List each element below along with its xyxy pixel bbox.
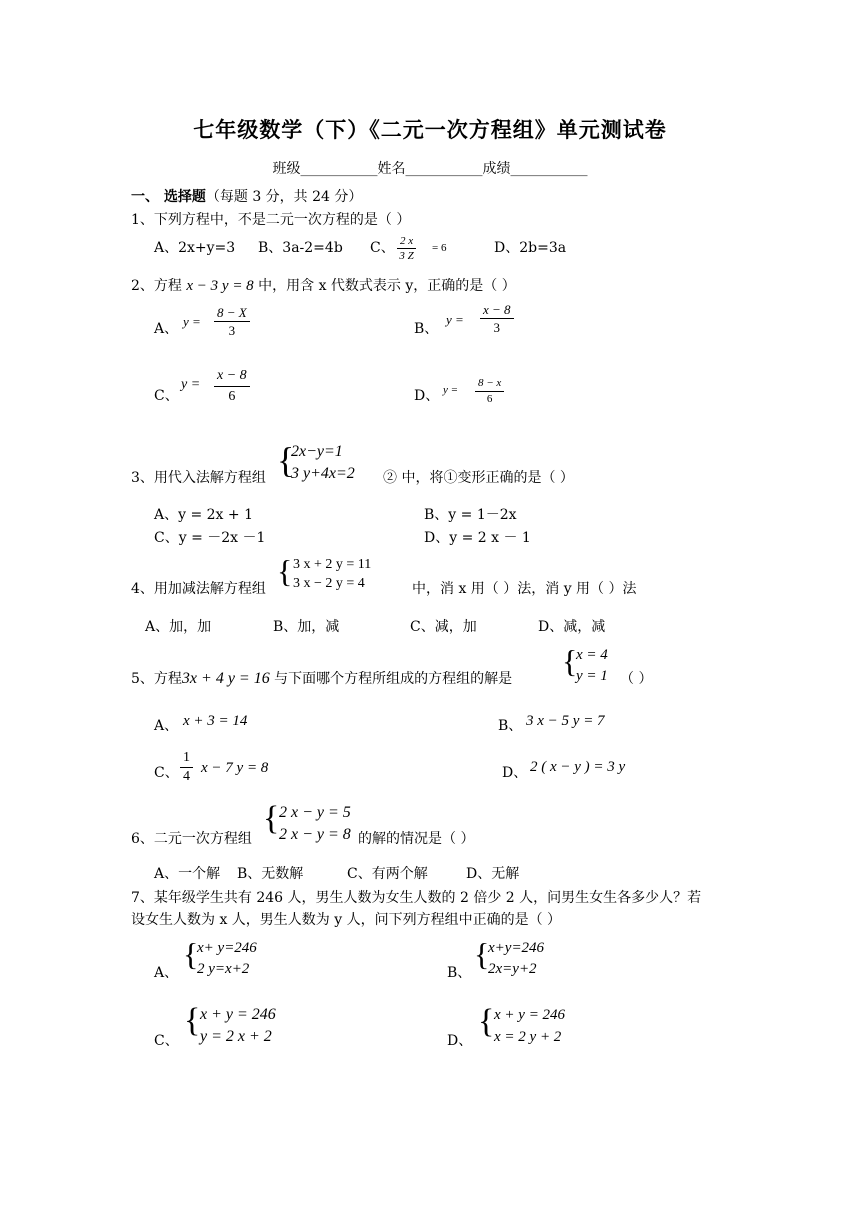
fraction-denominator: 3 [493,320,501,335]
q2-option-b-lhs: y = [446,312,464,327]
student-info-line: 班级___________姓名___________成绩___________ [272,161,588,177]
brace-icon: { [277,553,293,589]
system-line-2: 3 y+4x=2 [291,465,355,482]
q7-stem-line-1: 7、某年级学生共有 246 人，男生人数为女生人数的 2 倍少 2 人，问男生女生各多少人？若 [131,890,702,906]
q2-stem [131,275,516,295]
q3-option-c: C、y = －2x －1 [154,530,266,546]
q5-solution-system [562,643,622,689]
q3-option-d: D、y = 2 x － 1 [424,530,531,546]
q1-option-b: B、3a-2=4b [258,240,343,256]
system-line-1: x + y = 246 [200,1006,276,1023]
q2-option-a-fraction [214,304,250,339]
q4-option-c: C、减，加 [410,619,477,635]
section-heading [131,186,362,206]
fraction-numerator: 8 − x [475,376,504,392]
q4-stem-suffix: 中，消 x 用（ ）法，消 y 用（ ）法 [412,581,637,597]
q6-equation-system [263,800,363,848]
q1-stem: 1、下列方程中，不是二元一次方程的是（ ） [131,212,411,228]
q6-option-a: A、一个解 [154,866,221,882]
q1-option-c-fraction [397,234,416,263]
system-line-2: y = 2 x + 2 [200,1028,272,1045]
q6-option-d: D、无解 [466,866,520,882]
q4-stem-prefix: 4、用加减法解方程组 [131,581,266,597]
fraction-denominator: 6 [486,393,493,405]
brace-icon: { [263,800,280,837]
system-line-1: x+ y=246 [197,940,257,956]
brace-icon: { [277,440,295,480]
q4-option-a: A、加，加 [145,619,212,635]
q2-option-b-label: B、 [414,321,439,337]
q3-stem-prefix: 3、用代入法解方程组 [131,470,266,486]
system-line-2: 3 x − 2 y = 4 [293,576,365,591]
q2-option-d-label: D、 [414,388,440,404]
q1-option-a: A、2x+y=3 [154,240,236,256]
section-title: 一、 选择题 [131,189,206,205]
q1-option-d: D、2b=3a [494,240,567,256]
q7-stem-line-2: 设女生人数为 x 人，男生人数为 y 人，问下列方程组中正确的是（ ） [131,912,562,928]
q5-stem [131,668,512,688]
q1-option-c-label: C、 [370,240,395,256]
fraction-denominator: 3 [228,323,236,338]
q3-stem-suffix: ② 中，将①变形正确的是（ ） [383,470,574,486]
section-note: （每题 3 分，共 24 分） [205,189,363,205]
q7-option-a-label: A、 [154,965,179,981]
fraction-denominator: 3 Z [399,250,414,262]
brace-icon: { [474,936,490,972]
q6-option-c: C、有两个解 [347,866,428,882]
system-line-1: x + y = 246 [494,1007,566,1023]
q7-option-c-system [184,1002,304,1050]
fraction-numerator: x − 8 [480,301,514,319]
system-line-2: 2 x − y = 8 [279,826,351,843]
fraction-denominator: 4 [183,769,190,784]
q7-option-d-label: D、 [447,1033,473,1049]
q5-stem-suffix: 与下面哪个方程所组成的方程组的解是 [274,671,513,687]
brace-icon: { [184,1002,201,1039]
q6-stem-prefix: 6、二元一次方程组 [131,831,252,847]
system-line-1: 2 x − y = 5 [279,804,351,821]
q6-option-b: B、无数解 [237,866,304,882]
q5-option-d-label: D、 [502,765,528,781]
q5-option-c-rest: x − 7 y = 8 [201,760,269,776]
q7-option-b-system [474,936,574,982]
system-line-1: x+y=246 [488,940,545,956]
system-line-2: x = 2 y + 2 [494,1029,562,1045]
q2-option-c-lhs: y = [181,377,201,392]
q5-option-b: 3 x − 5 y = 7 [526,713,605,729]
q4-equation-system [277,553,407,599]
q3-option-a: A、y = 2x + 1 [154,507,253,523]
q7-option-d-system [478,1003,598,1051]
q3-equation-system [277,440,377,489]
q5-option-a: x + 3 = 14 [183,713,248,729]
q5-stem-prefix: 5、方程 [131,671,182,687]
q4-option-d: D、减，减 [538,619,606,635]
system-line-2: y = 1 [576,668,608,684]
q3-option-b: B、y = 1－2x [424,507,517,523]
q7-option-a-system [183,936,283,982]
q4-option-b: B、加，减 [273,619,340,635]
q7-option-b-label: B、 [447,965,472,981]
q5-option-d: 2 ( x − y ) = 3 y [530,759,626,775]
q2-option-d-lhs: y = [443,384,459,396]
system-line-1: x = 4 [576,647,608,663]
q6-stem-suffix: 的解的情况是（ ） [358,831,475,847]
q7-option-c-label: C、 [154,1033,179,1049]
fraction-numerator: 1 [180,749,193,768]
brace-icon: { [478,1003,495,1040]
q2-option-c-fraction [214,366,250,407]
q2-option-c-label: C、 [154,388,179,404]
q5-option-c-label: C、 [154,765,179,781]
fraction-denominator: 6 [228,389,236,404]
system-line-1: 2x−y=1 [291,443,343,460]
q5-option-c-fraction [180,749,193,786]
brace-icon: { [183,936,199,972]
q5-answer-paren: （ ） [620,671,653,687]
q2-option-b-fraction [480,301,514,336]
q2-option-a-label: A、 [154,321,179,337]
fraction-numerator: x − 8 [214,366,250,387]
fraction-numerator: 8 − X [214,304,250,322]
q1-option-c-rhs: = 6 [432,242,447,254]
q2-equation: x − 3 y = 8 [186,278,254,294]
page-title: 七年级数学（下）《二元一次方程组》单元测试卷 [193,117,667,142]
q5-option-a-label: A、 [154,718,179,734]
q5-option-b-label: B、 [498,718,523,734]
system-line-1: 3 x + 2 y = 11 [293,557,372,572]
q2-stem-suffix: 中，用含 x 代数式表示 y，正确的是（ ） [258,278,516,294]
q2-stem-prefix: 2、方程 [131,278,182,294]
q2-option-a-lhs: y = [183,314,201,329]
q2-option-d-fraction [475,376,504,407]
fraction-numerator: 2 x [397,234,416,249]
system-line-2: 2x=y+2 [488,961,537,977]
q5-equation: 3x + 4 y = 16 [181,670,270,687]
brace-icon: { [562,643,578,679]
system-line-2: 2 y=x+2 [197,961,250,977]
